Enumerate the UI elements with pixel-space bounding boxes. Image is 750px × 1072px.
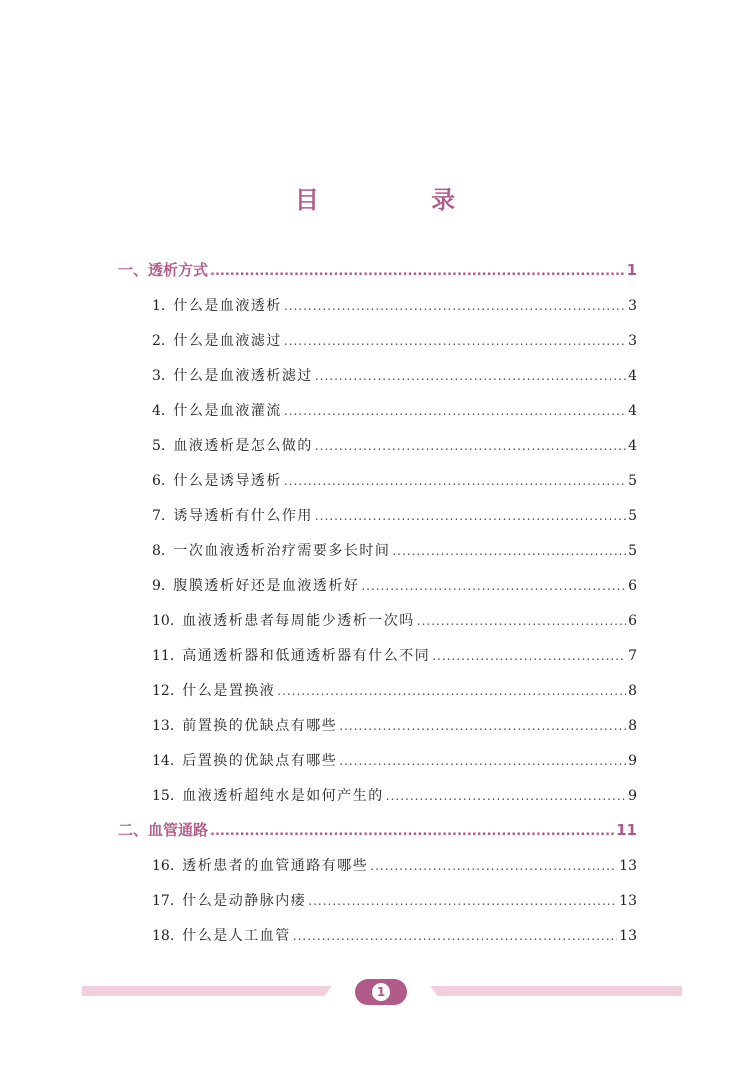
toc-leader-dots xyxy=(210,264,625,279)
toc-item-label: 诱导透析有什么作用 xyxy=(173,508,313,524)
toc-page-number: 1 xyxy=(626,261,637,279)
toc-item[interactable] xyxy=(152,505,637,529)
toc-leader-dots xyxy=(315,369,626,383)
toc-page-number: 9 xyxy=(628,753,637,769)
toc-item-label: 高通透析器和低通透析器有什么不同 xyxy=(182,648,431,664)
toc-item-number: 10. xyxy=(152,613,175,629)
toc-item[interactable] xyxy=(152,610,637,634)
toc-page-number: 5 xyxy=(628,508,637,524)
toc-page-number: 3 xyxy=(628,298,637,314)
toc-item[interactable] xyxy=(152,680,637,704)
toc-page-number: 8 xyxy=(628,718,637,734)
footer-decor-bar-right xyxy=(430,986,682,996)
page-number-badge xyxy=(355,979,407,1005)
toc-leader-dots xyxy=(210,824,614,839)
toc-leader-dots xyxy=(417,614,626,628)
toc-item-number: 12. xyxy=(152,683,175,699)
toc-item-number: 2. xyxy=(152,333,166,349)
toc-item-label: 什么是诱导透析 xyxy=(173,473,282,489)
toc-leader-dots xyxy=(361,579,626,593)
toc-page-number: 6 xyxy=(628,613,637,629)
toc-leader-dots xyxy=(293,929,617,943)
toc-leader-dots xyxy=(284,404,626,418)
toc-item-number: 18. xyxy=(152,928,175,944)
toc-leader-dots xyxy=(386,789,626,803)
toc-item-label: 前置换的优缺点有哪些 xyxy=(182,718,338,734)
toc-item[interactable] xyxy=(152,925,637,949)
toc-item-label: 什么是血液透析滤过 xyxy=(173,368,313,384)
toc-page-number: 3 xyxy=(628,333,637,349)
toc-item[interactable] xyxy=(152,645,637,669)
toc-leader-dots xyxy=(315,439,626,453)
toc-item[interactable] xyxy=(152,715,637,739)
toc-item-label: 后置换的优缺点有哪些 xyxy=(182,753,338,769)
toc-leader-dots xyxy=(284,334,626,348)
toc-item[interactable] xyxy=(152,295,637,319)
toc-item-number: 1. xyxy=(152,298,166,314)
footer-decor-bar-left xyxy=(82,986,332,996)
toc-item-label: 血液透析超纯水是如何产生的 xyxy=(182,788,384,804)
toc-item[interactable] xyxy=(152,470,637,494)
toc-page-number: 13 xyxy=(619,893,637,909)
toc-page-number: 4 xyxy=(628,403,637,419)
toc-item-label: 腹膜透析好还是血液透析好 xyxy=(173,578,360,594)
toc-page-number: 8 xyxy=(628,683,637,699)
toc-item[interactable] xyxy=(152,785,637,809)
toc-item-label: 什么是人工血管 xyxy=(182,928,291,944)
toc-leader-dots xyxy=(432,649,626,663)
toc-item-label: 透析患者的血管通路有哪些 xyxy=(182,858,369,874)
toc-item-number: 17. xyxy=(152,893,175,909)
toc-section-label: 二、血管通路 xyxy=(118,821,209,839)
toc-item-label: 什么是血液透析 xyxy=(173,298,282,314)
toc-leader-dots xyxy=(284,474,626,488)
toc-item[interactable] xyxy=(152,540,637,564)
toc-item-number: 9. xyxy=(152,578,166,594)
toc-item[interactable] xyxy=(152,330,637,354)
toc-item-number: 15. xyxy=(152,788,175,804)
toc-leader-dots xyxy=(339,754,626,768)
toc-leader-dots xyxy=(370,859,617,873)
toc-leader-dots xyxy=(315,509,626,523)
toc-item-label: 什么是动静脉内瘘 xyxy=(182,893,307,909)
toc-page-number: 13 xyxy=(619,858,637,874)
toc-leader-dots xyxy=(308,894,617,908)
toc-section-label: 一、透析方式 xyxy=(118,261,209,279)
toc-item-number: 5. xyxy=(152,438,166,454)
toc-item[interactable] xyxy=(152,365,637,389)
toc-item-number: 6. xyxy=(152,473,166,489)
toc-page-number: 4 xyxy=(628,438,637,454)
toc-leader-dots xyxy=(339,719,626,733)
toc-item-number: 8. xyxy=(152,543,166,559)
toc-page-number: 5 xyxy=(628,543,637,559)
toc-item-label: 什么是置换液 xyxy=(182,683,276,699)
toc-item-number: 7. xyxy=(152,508,166,524)
toc-item-number: 4. xyxy=(152,403,166,419)
toc-item-number: 16. xyxy=(152,858,175,874)
toc-page-number: 4 xyxy=(628,368,637,384)
toc-page-number: 5 xyxy=(628,473,637,489)
toc-item-number: 3. xyxy=(152,368,166,384)
toc-page-number: 6 xyxy=(628,578,637,594)
toc-item-label: 一次血液透析治疗需要多长时间 xyxy=(173,543,391,559)
toc-item[interactable] xyxy=(152,890,637,914)
toc-page-number: 13 xyxy=(619,928,637,944)
toc-item[interactable] xyxy=(152,855,637,879)
page-number: 1 xyxy=(372,983,390,1001)
toc-item-label: 血液透析是怎么做的 xyxy=(173,438,313,454)
toc-leader-dots xyxy=(277,684,626,698)
toc-item-number: 11. xyxy=(152,648,175,664)
toc-item[interactable] xyxy=(152,750,637,774)
toc-item[interactable] xyxy=(152,435,637,459)
toc-item-number: 14. xyxy=(152,753,175,769)
toc-item-number: 13. xyxy=(152,718,175,734)
toc-page-number: 7 xyxy=(628,648,637,664)
toc-page-number: 9 xyxy=(628,788,637,804)
toc-leader-dots xyxy=(284,299,626,313)
toc-item[interactable] xyxy=(152,400,637,424)
toc-section[interactable] xyxy=(118,259,637,283)
toc-page-number: 11 xyxy=(616,821,637,839)
toc-item-label: 什么是血液灌流 xyxy=(173,403,282,419)
page-title: 目 录 xyxy=(294,186,508,214)
toc-item[interactable] xyxy=(152,575,637,599)
toc-section[interactable] xyxy=(118,819,637,843)
toc-item-label: 什么是血液滤过 xyxy=(173,333,282,349)
toc-leader-dots xyxy=(392,544,626,558)
toc-item-label: 血液透析患者每周能少透析一次吗 xyxy=(182,613,415,629)
